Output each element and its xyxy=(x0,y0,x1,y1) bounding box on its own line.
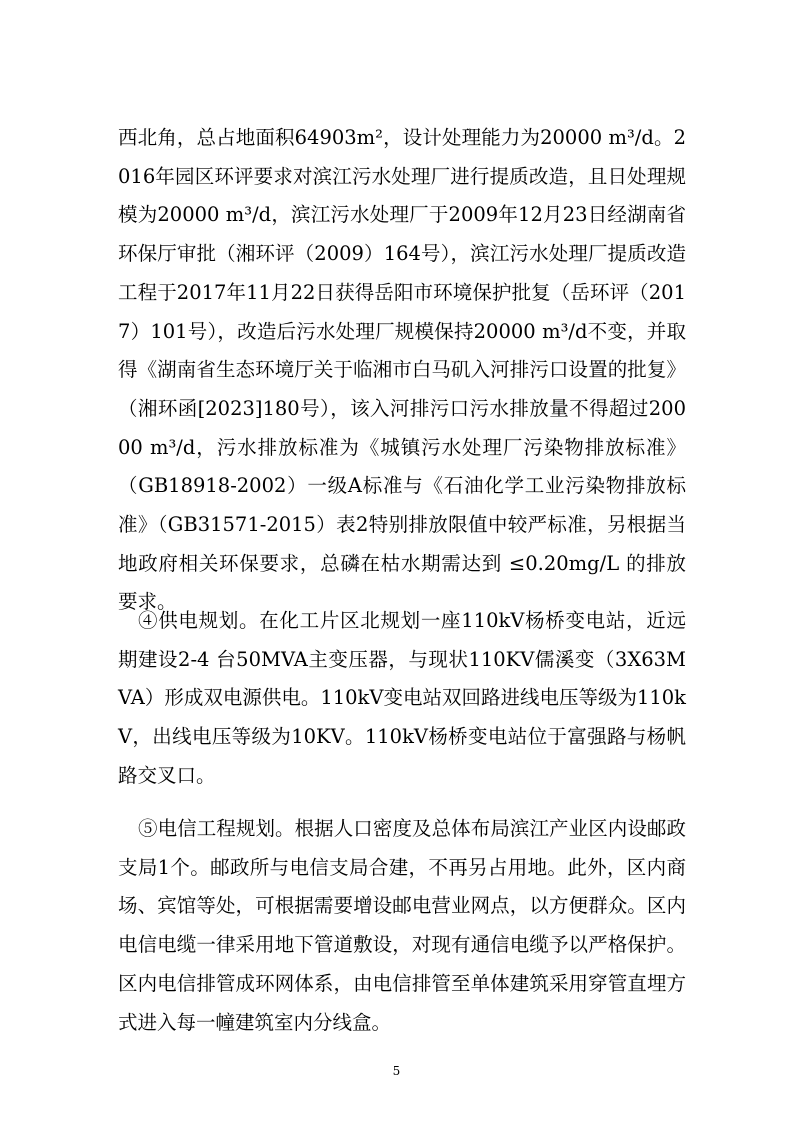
page-number: 5 xyxy=(392,1064,401,1078)
paragraph-telecom-plan: ⑤电信工程规划。根据人口密度及总体布局滨江产业区内设邮政支局1个。邮政所与电信支局合建，不再另占用地。此外，区内商场、宾馆等处，可根据需要增设邮电营业网点，以方便群众。区内电信电缆一律采用地下管道敷设，对现有通信电缆予以严格保护。区内电信排管成环网体系，由电信排管至单体建筑采用穿管直埋方式进入每一幢建筑室内分线盒。 xyxy=(118,817,686,1034)
paragraph-wastewater-plant: 西北角，总占地面积64903m²，设计处理能力为20000 m³/d。2016年园区环评要求对滨江污水处理厂进行提质改造，且日处理规模为20000 m³/d，滨江污水处理厂于2009年12月23日经湖南省环保厅审批（湘环评（2009）164号），滨江污水处理厂提质改造工程于2017年11月22日获得岳阳市环境保护批复（岳环评（2017）101号），改造后污水处理厂规模保持20000 m³/d不变，并取得《湖南省生态环境厅关于临湘市白马矶入河排污口设置的批复》（湘环函[2023]180号），该入河排污口污水排放量不得超过20000 m³/d，污水排放标准为《城镇污水处理厂污染物排放标准》（GB18918-2002）一级A标准与《石油化学工业污染物排放标准》（GB31571-2015）表2特别排放限值中较严标准，另根据当地政府相关环保要求，总磷在枯水期需达到 ≤0.20mg/L 的排放要求。 xyxy=(118,126,686,614)
paragraph-power-supply-plan: ④供电规划。在化工片区北规划一座110kV杨桥变电站，近远期建设2-4 台50MVA主变压器，与现状110KV儒溪变（3X63MVA）形成双电源供电。110kV变电站双回路进线电压等级为110kV，出线电压等级为10KV。110kV杨桥变电站位于富强路与杨帆路交叉口。 xyxy=(118,609,686,787)
